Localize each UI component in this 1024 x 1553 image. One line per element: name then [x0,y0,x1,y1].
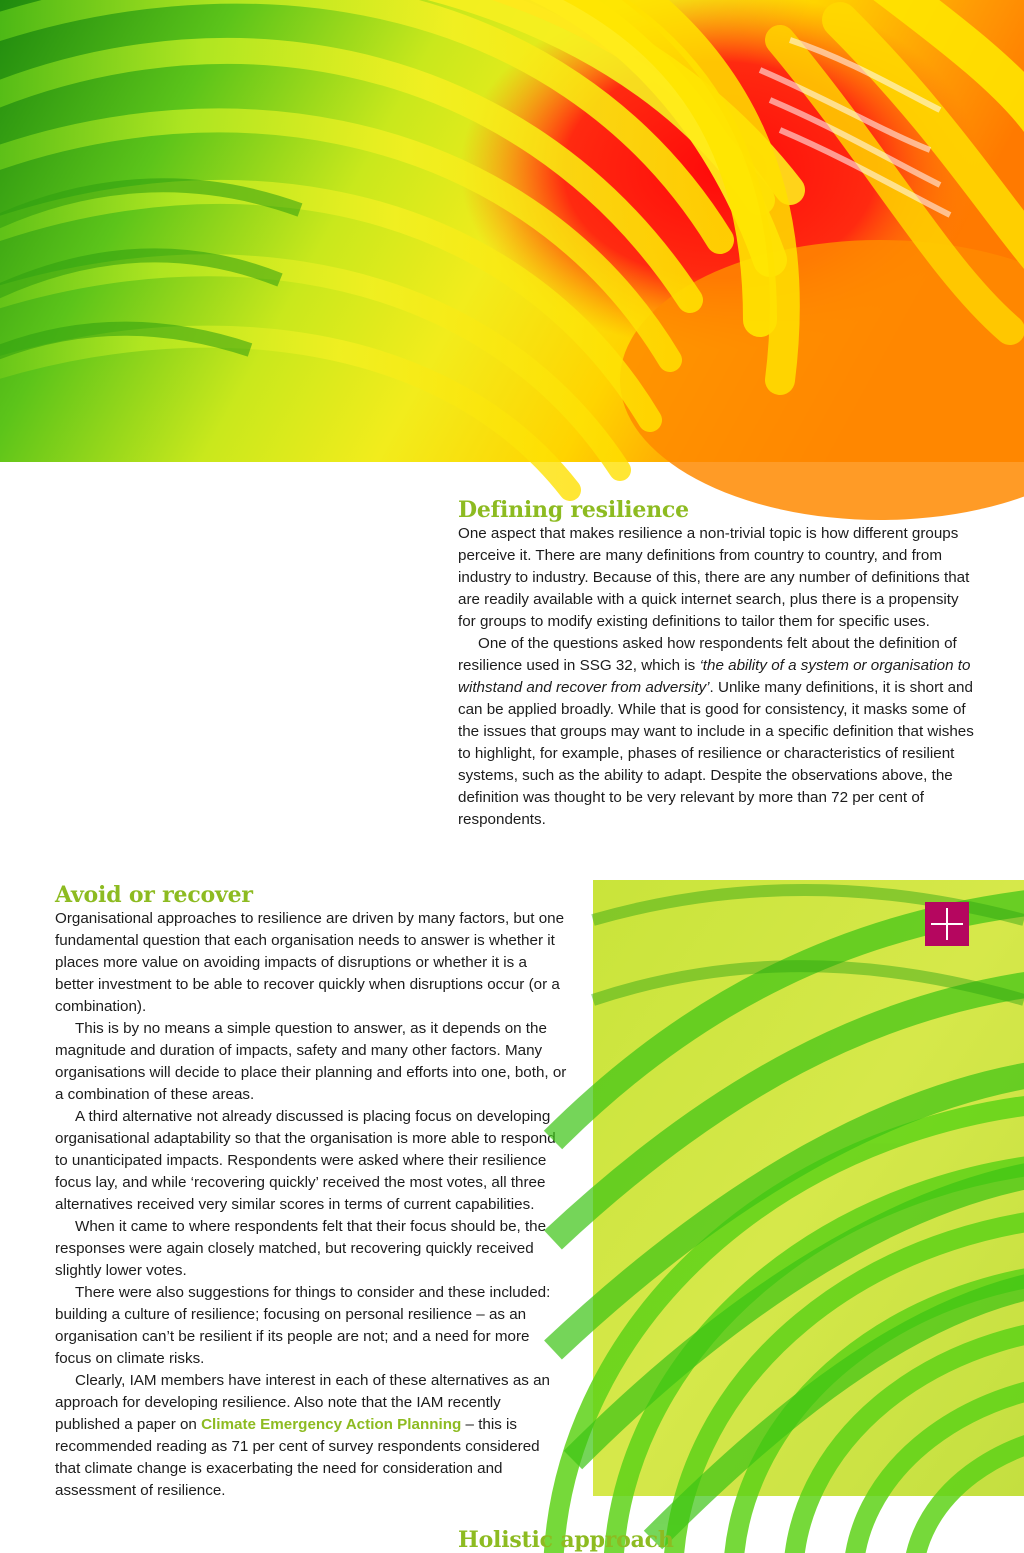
expand-button[interactable] [925,902,969,946]
paragraph [55,1370,567,1502]
side-image [593,880,1024,1496]
text: . Unlike many definitions, it is short and can be applied broadly. While that is good for consistency, it masks some of the issues that groups may want to include in a specific definition that wishes to highlight, for example, phases of resilience or characteristics of resilient systems, such as the ability to adapt. Despite the observations above, the definition was thought to be very relevant by more than 72 per cent of respondents. [458,679,974,828]
paragraph: One aspect that makes resilience a non-trivial topic is how different groups perceive it. There are many definitions from country to country, and from industry to industry. Because of this, there are any number of definitions that are readily available with a quick internet search, plus there is a propensity for groups to modify existing definitions to tailor them for specific uses. [458,525,970,630]
text: One of the questions asked how respondents felt about the definition of resilience used in SSG 32, which is [458,635,957,674]
section-avoid-or-recover [55,882,567,1502]
section-defining-resilience [458,497,974,831]
paragraph: When it came to where respondents felt that their focus should be, the responses were again closely matched, but recovering quickly received slightly lower votes. [55,1218,547,1279]
next-section-heading [458,1527,978,1553]
plus-icon-stroke [946,908,948,940]
text: Clearly, IAM members have interest in each of these alternatives as an approach for developing resilience. Also note that the IAM recently published a paper on [55,1372,550,1433]
heading-holistic-approach: Holistic approach [458,1527,674,1553]
definition-quote: ‘the ability of a system or organisation to withstand and recover from adversity’ [458,657,971,696]
paragraph: Organisational approaches to resilience are driven by many factors, but one fundamental question that each organisation needs to answer is whether it places more value on avoiding impacts of disruptions or whether it is a better investment to be able to recover quickly when disruptions occur (or a combination). [55,910,565,1015]
paragraph: This is by no means a simple question to answer, as it depends on the magnitude and duration of impacts, safety and many other factors. Many organisations will decide to place their planning and efforts into one, both, or a combination of these areas. [55,1020,567,1103]
climate-emergency-link[interactable]: Climate Emergency Action Planning [201,1416,462,1433]
heading-avoid-or-recover: Avoid or recover [55,882,253,908]
text: – this is recommended reading as 71 per cent of survey respondents considered that climate change is exacerbating the need for consideration and assessment of resilience. [55,1416,540,1499]
green-slinky-photo [593,880,1024,1496]
heading-defining-resilience: Defining resilience [458,497,689,523]
paragraph: There were also suggestions for things to consider and these included: building a culture of resilience; focusing on personal resilience – as an organisation can’t be resilient if its people are not; and a need for more focus on climate risks. [55,1284,551,1367]
slinky-spring-photo [0,0,1024,462]
paragraph [458,633,974,831]
paragraph: A third alternative not already discussed is placing focus on developing organisational adaptability so that the organisation is more able to respond to unanticipated impacts. Respondents were asked where their resilience focus lay, and while ‘recovering quickly’ received the most votes, all three alternatives received very similar scores in terms of current capabilities. [55,1108,556,1213]
hero-image [0,0,1024,462]
